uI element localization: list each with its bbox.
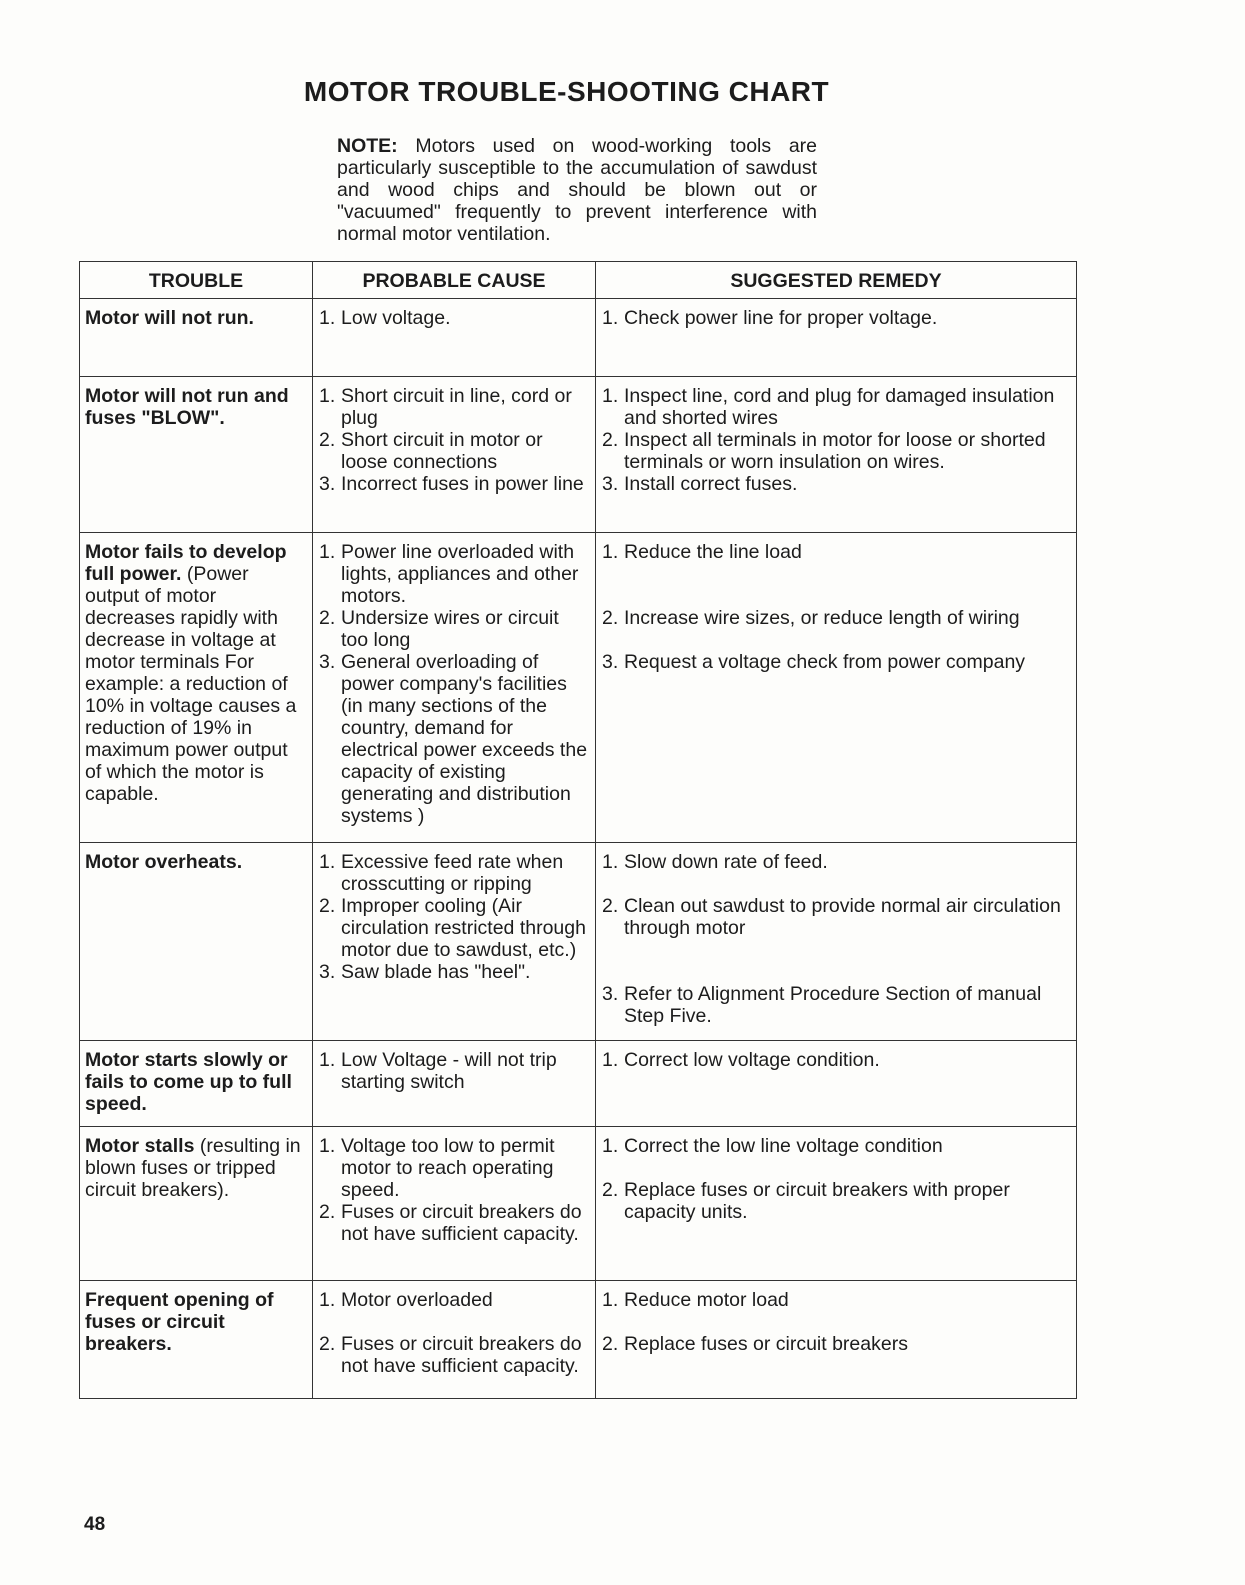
cause-cell [313,533,596,843]
remedy-cell [596,1281,1077,1399]
cause-item [319,1049,589,1093]
cause-cell [313,843,596,1041]
table-row [80,533,1077,843]
cause-cell [313,377,596,533]
cause-number: 1. [319,1135,336,1157]
cause-item [319,1201,589,1245]
trouble-cell [80,299,313,377]
remedy-cell [596,533,1077,843]
remedy-number: 1. [602,385,619,407]
remedy-number: 1. [602,307,619,329]
cause-cell [313,1041,596,1127]
remedy-item [602,895,1070,939]
cause-item [319,851,589,895]
trouble-title: Motor starts slowly or fails to come up to full speed. [85,1049,292,1115]
cause-text: Voltage too low to permit motor to reach operating speed. [341,1135,555,1201]
remedy-item [602,429,1070,473]
header-probable-cause: PROBABLE CAUSE [313,262,596,299]
cause-text: Excessive feed rate when crosscutting or ripping [341,851,564,895]
remedy-cell [596,377,1077,533]
remedy-text: Replace fuses or circuit breakers with proper capacity units. [624,1179,1010,1223]
cause-number: 1. [319,1289,336,1311]
remedy-number: 2. [602,607,619,629]
cause-number: 3. [319,473,336,495]
table-row [80,843,1077,1041]
remedy-text: Correct the low line voltage condition [624,1135,943,1157]
cause-number: 2. [319,895,336,917]
cause-number: 3. [319,961,336,983]
cause-number: 2. [319,607,336,629]
remedy-text: Replace fuses or circuit breakers [624,1333,908,1355]
remedy-text: Reduce motor load [624,1289,789,1311]
cause-item [319,651,589,827]
cause-text: Short circuit in motor or loose connections [341,429,543,473]
remedy-number: 1. [602,1049,619,1071]
remedy-item [602,1333,1070,1355]
table-body [80,299,1077,1399]
table-header-row [80,262,1077,299]
trouble-title: Motor will not run. [85,307,254,329]
remedy-item [602,473,1070,495]
troubleshooting-table [79,261,1077,1399]
remedy-text: Slow down rate of feed. [624,851,828,873]
remedy-number: 2. [602,1333,619,1355]
cause-item [319,961,589,983]
cause-item [319,385,589,429]
remedy-item [602,607,1070,629]
cause-cell [313,299,596,377]
table-row [80,299,1077,377]
remedy-item [602,307,1070,329]
remedy-item [602,983,1070,1027]
cause-text: Power line overloaded with lights, appliances and other motors. [341,541,579,607]
remedy-text: Correct low voltage condition. [624,1049,880,1071]
cause-text: Improper cooling (Air circulation restricted through motor due to sawdust, etc.) [341,895,586,961]
cause-text: Short circuit in line, cord or plug [341,385,572,429]
remedy-cell [596,1041,1077,1127]
cause-item [319,1289,589,1311]
page-number: 48 [84,1514,106,1535]
remedy-number: 2. [602,895,619,917]
remedy-cell [596,1127,1077,1281]
trouble-description: (resulting in blown fuses or tripped circuit breakers). [85,1135,301,1201]
remedy-item [602,385,1070,429]
remedy-number: 1. [602,851,619,873]
cause-item [319,1135,589,1201]
cause-text: Undersize wires or circuit too long [341,607,559,651]
cause-text: Incorrect fuses in power line [341,473,584,495]
remedy-text: Refer to Alignment Procedure Section of manual Step Five. [624,983,1042,1027]
cause-item [319,1333,589,1377]
remedy-item [602,851,1070,873]
cause-item [319,307,589,329]
remedy-text: Install correct fuses. [624,473,798,495]
cause-text: Fuses or circuit breakers do not have sufficient capacity. [341,1333,582,1377]
header-suggested-remedy: SUGGESTED REMEDY [596,262,1077,299]
trouble-title: Motor will not run and fuses "BLOW". [85,385,289,429]
troubleshooting-table-wrapper [79,261,1077,1399]
remedy-item [602,1289,1070,1311]
cause-number: 1. [319,1049,336,1071]
remedy-text: Clean out sawdust to provide normal air circulation through motor [624,895,1061,939]
trouble-cell [80,1041,313,1127]
cause-item [319,541,589,607]
table-row [80,377,1077,533]
page-title: MOTOR TROUBLE-SHOOTING CHART [303,76,830,107]
cause-text: General overloading of power company's facilities (in many sections of the country, demand for electrical power exceeds the capacity of existing generating and distribution systems ) [341,651,588,827]
remedy-cell [596,299,1077,377]
cause-item [319,895,589,961]
remedy-text: Increase wire sizes, or reduce length of wiring [624,607,1020,629]
cause-text: Saw blade has "heel". [341,961,531,983]
remedy-item [602,1049,1070,1071]
trouble-title: Frequent opening of fuses or circuit breakers. [85,1289,274,1355]
remedy-text: Reduce the line load [624,541,802,563]
remedy-text: Check power line for proper voltage. [624,307,938,329]
cause-text: Motor overloaded [341,1289,493,1311]
remedy-item [602,1179,1070,1223]
cause-cell [313,1127,596,1281]
trouble-cell [80,533,313,843]
remedy-cell [596,843,1077,1041]
remedy-item [602,1135,1070,1157]
remedy-number: 3. [602,473,619,495]
note-paragraph [337,135,817,245]
remedy-number: 1. [602,1135,619,1157]
remedy-text: Inspect all terminals in motor for loose or shorted terminals or worn insulation on wires. [624,429,1046,473]
trouble-title: Motor fails to develop full power. [85,541,287,585]
table-row [80,1127,1077,1281]
trouble-cell [80,1281,313,1399]
header-trouble: TROUBLE [80,262,313,299]
cause-item [319,429,589,473]
remedy-number: 1. [602,1289,619,1311]
table-row [80,1281,1077,1399]
cause-text: Fuses or circuit breakers do not have sufficient capacity. [341,1201,582,1245]
cause-item [319,473,589,495]
remedy-number: 3. [602,651,619,673]
cause-number: 2. [319,1333,336,1355]
cause-number: 1. [319,851,336,873]
cause-text: Low Voltage - will not trip starting switch [341,1049,557,1093]
remedy-item [602,651,1070,673]
cause-number: 2. [319,1201,336,1223]
note-label: NOTE: [337,135,398,157]
cause-number: 2. [319,429,336,451]
trouble-cell [80,843,313,1041]
remedy-text: Request a voltage check from power company [624,651,1026,673]
trouble-cell [80,377,313,533]
cause-number: 1. [319,385,336,407]
note-text: Motors used on wood-working tools are particularly susceptible to the accumulation of sawdust and wood chips and should be blown out or "vacuumed" frequently to prevent interference with normal motor ventilation. [337,135,817,245]
remedy-text: Inspect line, cord and plug for damaged insulation and shorted wires [624,385,1055,429]
trouble-cell [80,1127,313,1281]
cause-item [319,607,589,651]
remedy-item [602,541,1070,563]
cause-number: 1. [319,541,336,563]
remedy-number: 2. [602,429,619,451]
cause-text: Low voltage. [341,307,451,329]
remedy-number: 2. [602,1179,619,1201]
trouble-title: Motor stalls [85,1135,195,1157]
cause-number: 3. [319,651,336,673]
trouble-description: (Power output of motor decreases rapidly with decrease in voltage at motor terminals For example: a reduction of 10% in voltage causes a reduction of 19% in maximum power output of which the motor is capable. [85,563,297,805]
remedy-number: 1. [602,541,619,563]
remedy-number: 3. [602,983,619,1005]
table-row [80,1041,1077,1127]
trouble-title: Motor overheats. [85,851,243,873]
cause-number: 1. [319,307,336,329]
cause-cell [313,1281,596,1399]
